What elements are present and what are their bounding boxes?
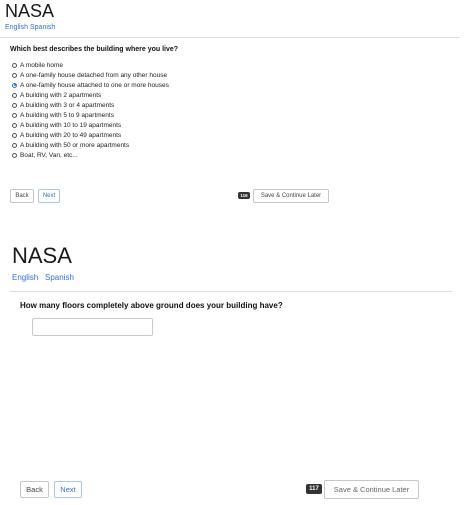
radio-option-label: A building with 2 apartments <box>20 91 102 99</box>
question-text: How many floors completely above ground does your building have? <box>20 301 283 310</box>
radio-option[interactable] <box>12 120 169 130</box>
next-button[interactable]: Next <box>38 189 60 203</box>
survey-page-building-type <box>0 0 472 215</box>
page-number-badge: 116 <box>238 192 250 199</box>
radio-option[interactable] <box>12 60 169 70</box>
radio-option-label: A building with 10 to 19 apartments <box>20 121 122 129</box>
radio-option-label: A building with 50 or more apartments <box>20 141 130 149</box>
radio-button[interactable] <box>12 153 17 158</box>
radio-option[interactable] <box>12 130 169 140</box>
radio-button[interactable] <box>12 93 17 98</box>
radio-option-label: A one-family house detached from any other house <box>20 71 168 79</box>
radio-option[interactable] <box>12 90 169 100</box>
header-divider <box>10 291 452 292</box>
radio-button[interactable] <box>12 113 17 118</box>
radio-option-label: A one-family house attached to one or more houses <box>20 81 169 89</box>
radio-button[interactable] <box>12 63 17 68</box>
save-continue-later-button[interactable]: Save & Continue Later <box>324 480 419 499</box>
radio-option[interactable] <box>12 100 169 110</box>
radio-button[interactable] <box>12 143 17 148</box>
radio-option[interactable] <box>12 70 169 80</box>
radio-option[interactable] <box>12 140 169 150</box>
radio-button[interactable] <box>12 123 17 128</box>
language-link-spanish[interactable]: Spanish <box>45 273 74 282</box>
radio-button[interactable] <box>12 133 17 138</box>
radio-button[interactable] <box>12 73 17 78</box>
language-link-english[interactable]: English <box>5 24 28 31</box>
survey-page-floors <box>0 215 472 505</box>
back-button[interactable]: Back <box>20 481 49 498</box>
radio-option[interactable] <box>12 80 169 90</box>
language-link-english[interactable]: English <box>12 273 39 282</box>
radio-option-label: A mobile home <box>20 61 63 69</box>
question-text: Which best describes the building where you live? <box>10 46 179 53</box>
radio-option[interactable] <box>12 110 169 120</box>
language-link-spanish[interactable]: Spanish <box>30 24 56 31</box>
header-divider <box>0 37 460 38</box>
page-number-badge: 117 <box>306 484 322 494</box>
radio-button-selected[interactable] <box>12 83 17 88</box>
radio-option-label: A building with 3 or 4 apartments <box>20 101 115 109</box>
page-title: NASA <box>12 243 72 268</box>
radio-option[interactable] <box>12 150 169 160</box>
next-button[interactable]: Next <box>54 481 82 498</box>
radio-option-label: A building with 5 to 9 apartments <box>20 111 114 119</box>
radio-button[interactable] <box>12 103 17 108</box>
radio-option-label: A building with 20 to 49 apartments <box>20 131 122 139</box>
floors-input[interactable] <box>32 318 153 336</box>
page-title: NASA <box>5 1 55 21</box>
save-continue-later-button[interactable]: Save & Continue Later <box>253 189 329 203</box>
answer-options <box>12 60 169 160</box>
back-button[interactable]: Back <box>10 189 34 203</box>
radio-option-label: Boat, RV, Van, etc... <box>20 151 78 159</box>
